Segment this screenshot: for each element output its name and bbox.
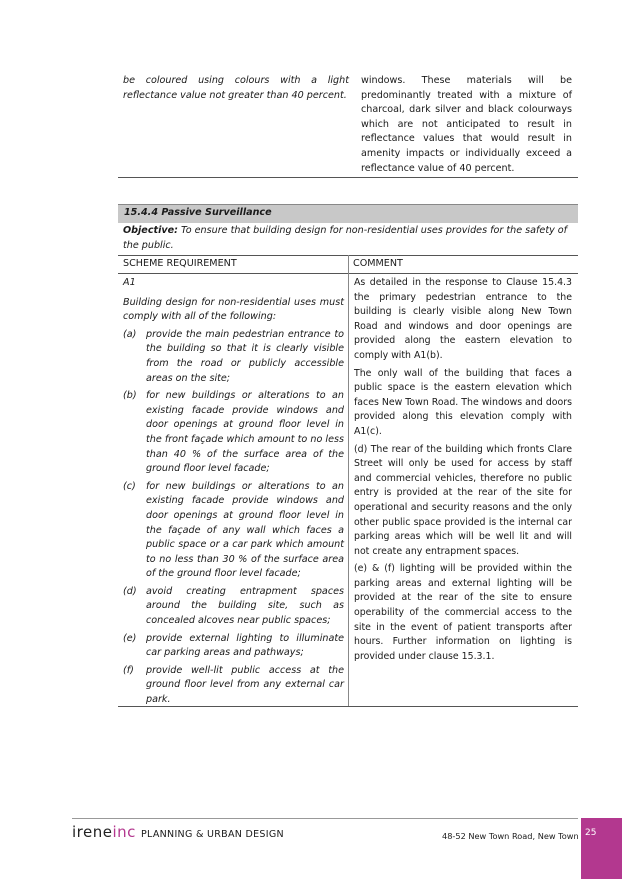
brand-logo [72,822,136,842]
clause-label: (b) [123,390,137,402]
clause-a [123,328,344,386]
continued-comment-text: windows. These materials will be predominantly treated with a mixture of charcoal, dark silver and black colourways which are not anticipated to result in reflectance values that would result in amenity impacts or individually exceed a reflectance value of 40 percent. [361,75,572,174]
comment-paragraph: The only wall of the building that faces a public space is the eastern elevation which faces New Town Road. The windows and doors provided along this elevation comply with A1(c). [354,367,572,437]
clause-text: for new buildings or alterations to an existing facade provide windows and door openings at ground floor level in the front façade which amount to no less than 40 % of the surface area of the ground floor level facade; [146,390,344,475]
comment-column [354,276,572,667]
comment-paragraph: (e) & (f) lighting will be provided within the parking areas and external lighting will be provided at the rear of the site to ensure operability of the commercial access to the site in the event of patient transports after hours. Further information on lighting is provided under clause 15.3.1. [354,563,572,662]
brand-tagline: PLANNING & URBAN DESIGN [141,829,284,840]
table-bottom-rule [118,706,578,707]
clause-label: (c) [123,480,136,492]
clause-text: for new buildings or alterations to an existing facade provide windows and door openings at ground floor level in the façade of any wall which faces a public space or a car park which amount to no less than 30 % of the surface area of the ground floor level facade; [146,480,344,580]
clause-b [123,389,344,477]
objective-text: To ensure that building design for non-residential uses provides for the safety of the public. [123,225,568,251]
footer-rule [72,818,578,819]
clause-e [123,632,344,661]
column-header-comment: COMMENT [353,258,403,269]
clause-label: (e) [123,632,137,644]
clause-text: avoid creating entrapment spaces around the building site, such as concealed alcoves near public spaces; [146,585,344,627]
footer-address: 48-52 New Town Road, New Town [442,831,579,841]
column-header-requirement: SCHEME REQUIREMENT [123,258,237,269]
clause-label: (d) [123,585,137,597]
clause-d [123,585,344,629]
requirement-column [123,276,344,711]
continued-requirement-text: be coloured using colours with a light reflectance value not greater than 40 percent. [123,75,349,101]
objective-label: Objective: [123,225,178,236]
clause-text: provide well-lit public access at the ground floor level from any external car park. [146,664,344,706]
comment-paragraph: As detailed in the response to Clause 15.4.3 the primary pedestrian entrance to the building is clearly visible along New Town Road and windows and door openings are provided along the eastern elevation to comply with A1(b). [354,277,572,361]
table-bottom-rule [118,177,578,178]
clause-label: (f) [123,664,134,676]
requirement-intro: Building design for non-residential uses must comply with all of the following: [123,296,344,323]
brand-name-part1: irene [72,823,113,841]
requirement-code: A1 [123,277,136,288]
clause-c [123,480,344,582]
objective [123,224,573,253]
clause-label: (a) [123,328,137,340]
column-divider [348,255,349,707]
comment-paragraph: (d) The rear of the building which fronts Clare Street will only be used for access by staff and commercial vehicles, therefore no public entry is provided at the rear of the site for operational and security reasons and the only other public space provided is the internal car parking areas which will be well lit and will not create any entrapment spaces. [354,443,572,557]
clause-text: provide the main pedestrian entrance to the building so that it is clearly visible from the road or publicly accessible areas on the site; [146,328,344,384]
section-title: 15.4.4 Passive Surveillance [124,207,272,218]
clause-text: provide external lighting to illuminate car parking areas and pathways; [146,632,344,659]
brand-name-part2: inc [112,823,136,841]
section-header [118,204,578,223]
clause-f [123,664,344,708]
page-number: 25 [585,828,597,838]
